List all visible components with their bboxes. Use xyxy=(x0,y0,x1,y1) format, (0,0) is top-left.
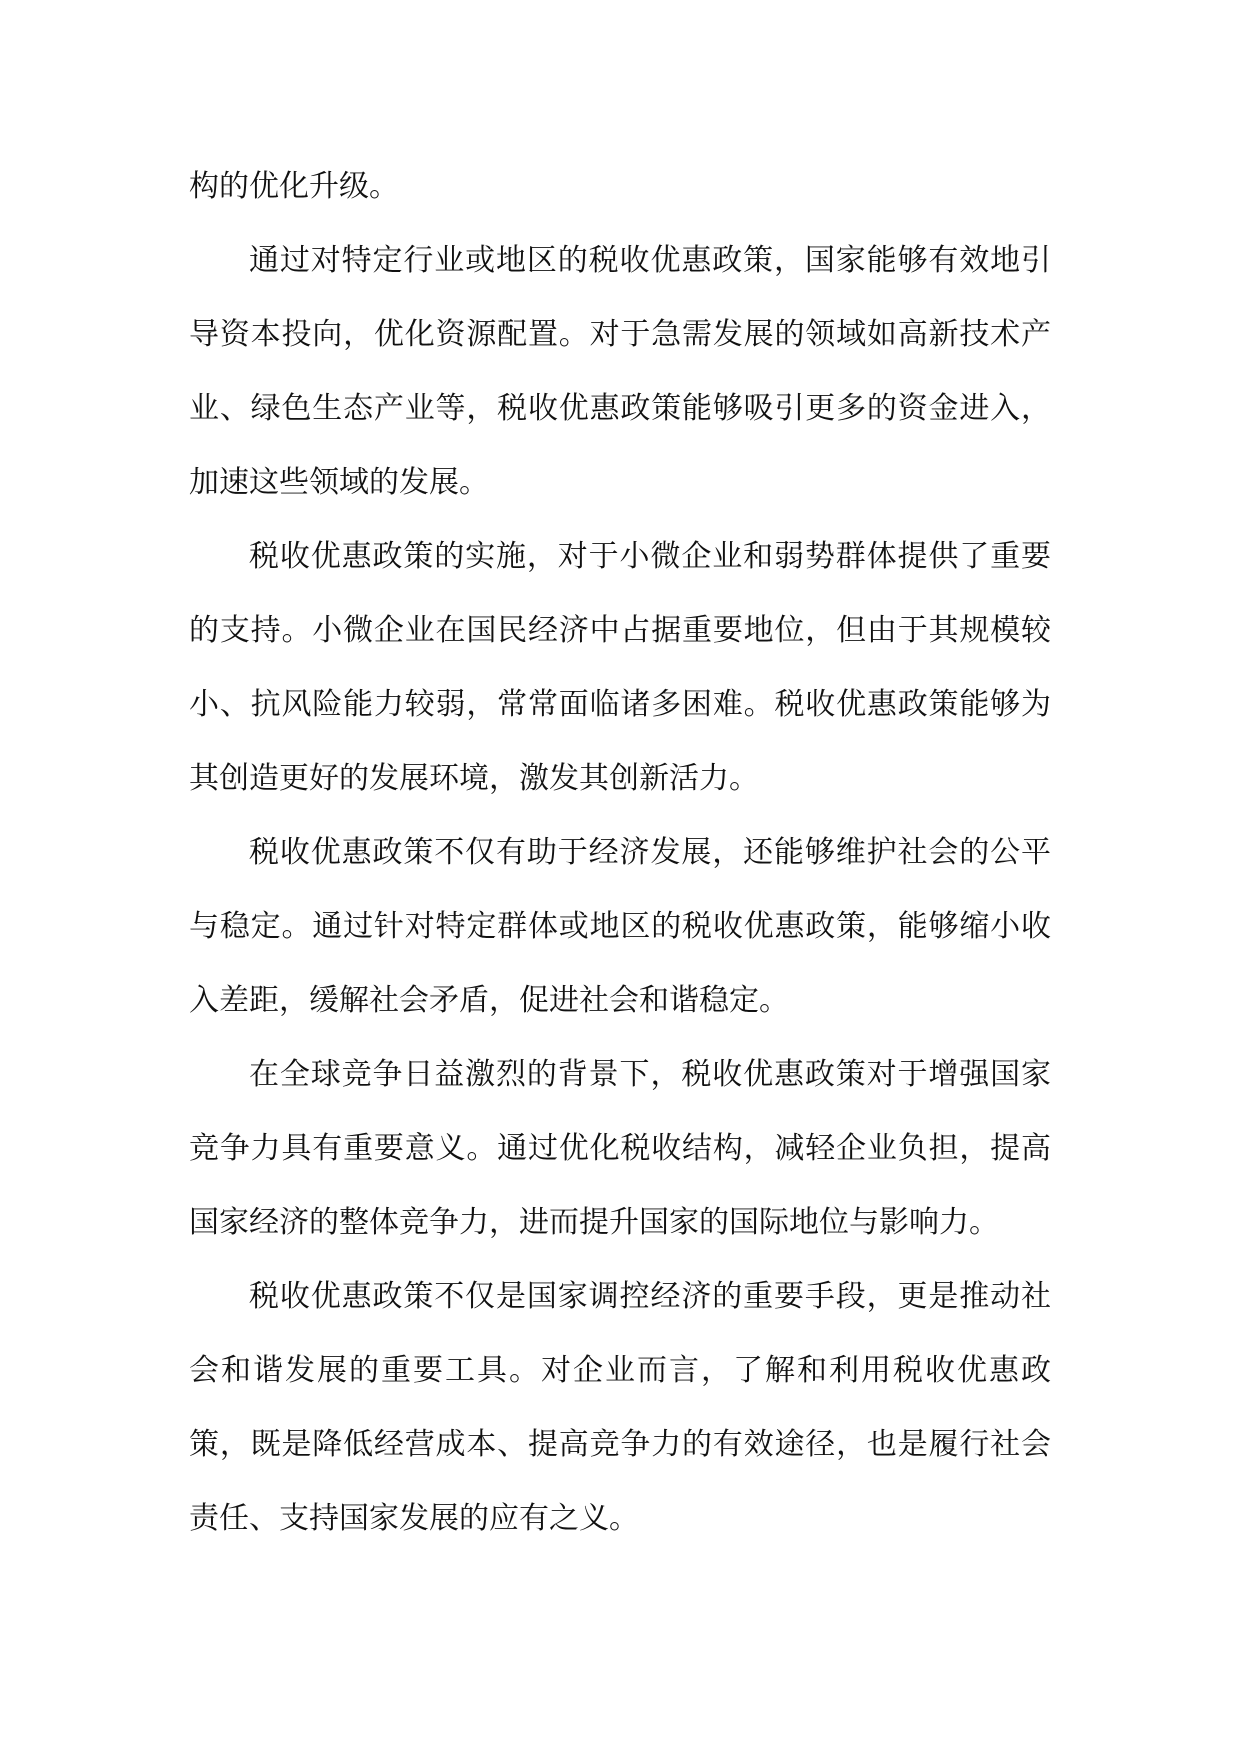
document-body xyxy=(189,150,1051,1556)
paragraph-continuation: 构的优化升级。 xyxy=(189,169,399,204)
paragraph: 通过对特定行业或地区的税收优惠政策，国家能够有效地引导资本投向，优化资源配置。对于急需发展的领域如高新技术产业、绿色生态产业等，税收优惠政策能够吸引更多的资金进入，加速这些领域的发展。 xyxy=(189,243,1051,500)
paragraph: 税收优惠政策不仅有助于经济发展，还能够维护社会的公平与稳定。通过针对特定群体或地区的税收优惠政策，能够缩小收入差距，缓解社会矛盾，促进社会和谐稳定。 xyxy=(189,835,1051,1018)
paragraph: 税收优惠政策的实施，对于小微企业和弱势群体提供了重要的支持。小微企业在国民经济中占据重要地位，但由于其规模较小、抗风险能力较弱，常常面临诸多困难。税收优惠政策能够为其创造更好的发展环境，激发其创新活力。 xyxy=(189,539,1051,796)
paragraph: 税收优惠政策不仅是国家调控经济的重要手段，更是推动社会和谐发展的重要工具。对企业而言，了解和利用税收优惠政策，既是降低经营成本、提高竞争力的有效途径，也是履行社会责任、支持国家发展的应有之义。 xyxy=(189,1279,1051,1536)
paragraph: 在全球竞争日益激烈的背景下，税收优惠政策对于增强国家竞争力具有重要意义。通过优化税收结构，减轻企业负担，提高国家经济的整体竞争力，进而提升国家的国际地位与影响力。 xyxy=(189,1057,1051,1240)
